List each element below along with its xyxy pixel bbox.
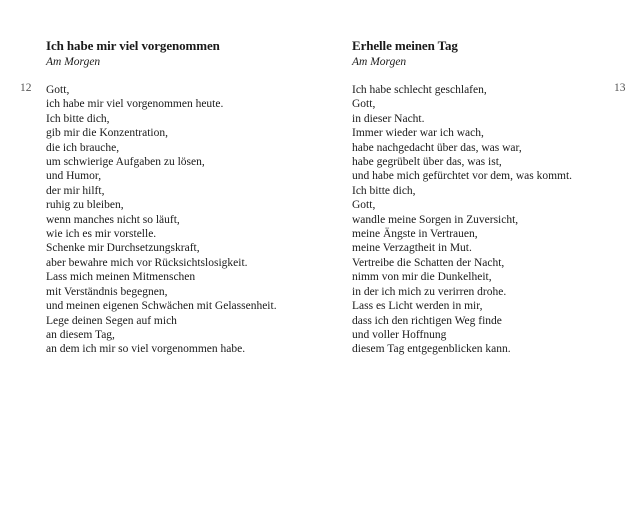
poem-line: Lass es Licht werden in mir, xyxy=(352,300,483,313)
poem-line: Immer wieder war ich wach, xyxy=(352,127,484,140)
left-poem-lines xyxy=(46,83,316,357)
right-page-column xyxy=(352,38,622,357)
poem-line: ich habe mir viel vorgenommen heute. xyxy=(46,98,224,111)
poem-line: Ich habe schlecht geschlafen, xyxy=(352,84,487,96)
left-page-subtitle: Am Morgen xyxy=(46,56,101,68)
poem-line: Gott, xyxy=(352,199,376,212)
right-page-title: Erhelle meinen Tag xyxy=(352,38,458,53)
poem-line: Gott, xyxy=(352,98,376,111)
poem-line: ruhig zu bleiben, xyxy=(46,199,124,212)
poem-line: wie ich es mir vorstelle. xyxy=(46,228,157,241)
poem-line: und Humor, xyxy=(46,170,102,183)
poem-line: Ich bitte dich, xyxy=(46,112,110,125)
left-page-title: Ich habe mir viel vorgenommen xyxy=(46,38,220,53)
poem-line: habe gegrübelt über das, was ist, xyxy=(352,156,502,169)
poem-line: Lege deinen Segen auf mich xyxy=(46,314,177,327)
right-poem-lines xyxy=(352,83,622,357)
poem-line: an dem ich mir so viel vorgenommen habe. xyxy=(46,343,246,356)
poem-line: und meinen eigenen Schwächen mit Gelassenheit. xyxy=(46,300,277,313)
page-number-left: 12 xyxy=(20,82,32,94)
poem-line: habe nachgedacht über das, was war, xyxy=(352,141,522,154)
poem-line: Lass mich meinen Mitmenschen xyxy=(46,271,196,284)
poem-line: nimm von mir die Dunkelheit, xyxy=(352,271,492,284)
poem-line: Vertreibe die Schatten der Nacht, xyxy=(352,256,505,269)
left-page-column xyxy=(46,38,316,357)
poem-line: meine Ängste in Vertrauen, xyxy=(352,228,478,241)
poem-line: wenn manches nicht so läuft, xyxy=(46,213,180,226)
poem-line: Ich bitte dich, xyxy=(352,184,416,197)
poem-line: meine Verzagtheit in Mut. xyxy=(352,242,472,255)
poem-line: in der ich mich zu verirren drohe. xyxy=(352,285,507,298)
poem-line: die ich brauche, xyxy=(46,141,120,154)
poem-line: gib mir die Konzentration, xyxy=(46,127,168,140)
poem-line: der mir hilft, xyxy=(46,184,105,197)
poem-line: Schenke mir Durchsetzungskraft, xyxy=(46,242,200,255)
poem-line: diesem Tag entgegenblicken kann. xyxy=(352,343,511,356)
page-number-right: 13 xyxy=(614,82,626,94)
poem-line: mit Verständnis begegnen, xyxy=(46,285,168,298)
poem-line: um schwierige Aufgaben zu lösen, xyxy=(46,156,205,169)
poem-line: dass ich den richtigen Weg finde xyxy=(352,314,502,327)
poem-line: in dieser Nacht. xyxy=(352,112,425,125)
poem-line: an diesem Tag, xyxy=(46,328,115,341)
poem-line: aber bewahre mich vor Rücksichtslosigkeit. xyxy=(46,256,248,269)
poem-line: und voller Hoffnung xyxy=(352,328,447,341)
poem-line: Gott, xyxy=(46,84,70,96)
poem-line: und habe mich gefürchtet vor dem, was kommt. xyxy=(352,170,573,183)
right-page-subtitle: Am Morgen xyxy=(352,56,407,68)
poem-line: wandle meine Sorgen in Zuversicht, xyxy=(352,213,519,226)
